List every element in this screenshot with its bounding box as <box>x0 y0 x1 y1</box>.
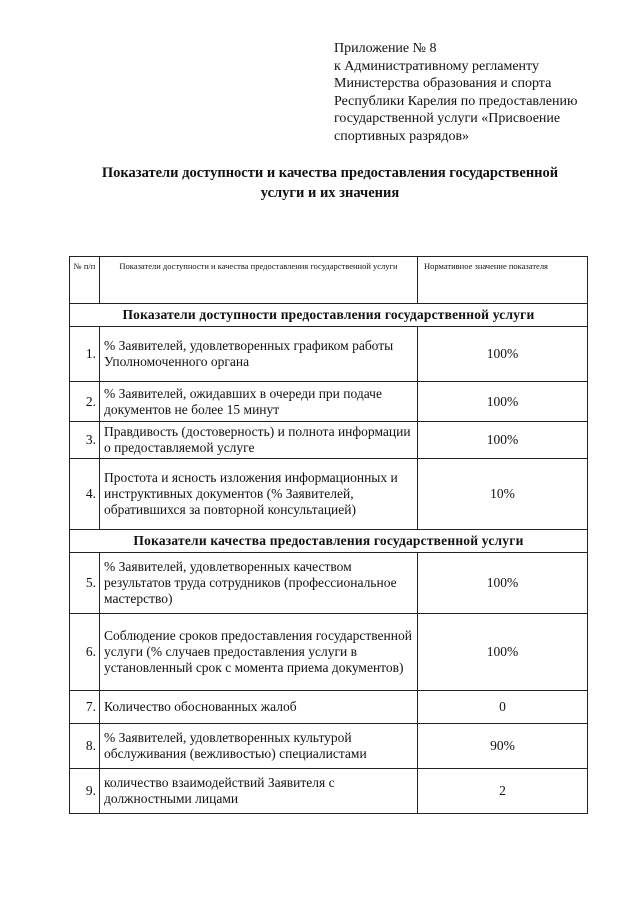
section-title: Показатели доступности предоставления государственной услуги <box>70 304 588 327</box>
row-number: 6. <box>70 614 100 691</box>
header-value: Нормативное значение показателя <box>418 257 588 304</box>
row-value: 2 <box>418 769 588 814</box>
row-value: 90% <box>418 724 588 769</box>
row-value: 100% <box>418 614 588 691</box>
row-indicator: % Заявителей, ожидавших в очереди при подаче документов не более 15 минут <box>100 382 418 422</box>
table-row <box>70 614 588 691</box>
table-row <box>70 327 588 382</box>
row-value: 100% <box>418 422 588 459</box>
row-indicator: Соблюдение сроков предоставления государственной услуги (% случаев предоставления услуги в установленный срок с момента приема документов) <box>100 614 418 691</box>
appendix-block <box>334 40 624 146</box>
row-indicator: Правдивость (достоверность) и полнота информации о предоставляемой услуге <box>100 422 418 459</box>
section-title: Показатели качества предоставления государственной услуги <box>70 530 588 553</box>
row-number: 3. <box>70 422 100 459</box>
table-header-row <box>70 257 588 304</box>
row-number: 2. <box>70 382 100 422</box>
row-number: 5. <box>70 553 100 614</box>
table-row <box>70 691 588 724</box>
row-number: 8. <box>70 724 100 769</box>
row-value: 0 <box>418 691 588 724</box>
document-title <box>60 163 600 203</box>
row-value: 100% <box>418 327 588 382</box>
table-row <box>70 422 588 459</box>
row-indicator: % Заявителей, удовлетворенных графиком работы Уполномоченного органа <box>100 327 418 382</box>
section-row-accessibility <box>70 304 588 327</box>
row-value: 10% <box>418 459 588 530</box>
row-indicator: % Заявителей, удовлетворенных качеством результатов труда сотрудников (профессиональное мастерство) <box>100 553 418 614</box>
row-number: 4. <box>70 459 100 530</box>
header-name: Показатели доступности и качества предоставления государственной услуги <box>100 257 418 304</box>
row-value: 100% <box>418 553 588 614</box>
row-number: 1. <box>70 327 100 382</box>
table-row <box>70 459 588 530</box>
row-indicator: количество взаимодействий Заявителя с должностными лицами <box>100 769 418 814</box>
row-indicator: Количество обоснованных жалоб <box>100 691 418 724</box>
table-row <box>70 769 588 814</box>
appendix-line: государственной услуги «Присвоение <box>334 111 561 127</box>
appendix-line: спортивных разрядов» <box>334 128 470 144</box>
section-row-quality <box>70 530 588 553</box>
appendix-line: Приложение № 8 <box>334 41 437 56</box>
row-value: 100% <box>418 382 588 422</box>
title-line: Показатели доступности и качества предоставления государственной <box>101 165 559 181</box>
row-indicator: Простота и ясность изложения информационных и инструктивных документов (% Заявителей, обратившихся за повторной консультацией) <box>100 459 418 530</box>
table-row <box>70 553 588 614</box>
indicators-table <box>69 256 588 814</box>
row-number: 9. <box>70 769 100 814</box>
title-line: услуги и их значения <box>260 185 400 201</box>
appendix-line: Республики Карелия по предоставлению <box>334 93 578 109</box>
row-number: 7. <box>70 691 100 724</box>
table-row <box>70 724 588 769</box>
row-indicator: % Заявителей, удовлетворенных культурой обслуживания (вежливостью) специалистами <box>100 724 418 769</box>
appendix-line: Министерства образования и спорта <box>334 76 552 92</box>
table-row <box>70 382 588 422</box>
header-num: № п/п <box>70 257 100 304</box>
appendix-line: к Административному регламенту <box>334 58 539 74</box>
